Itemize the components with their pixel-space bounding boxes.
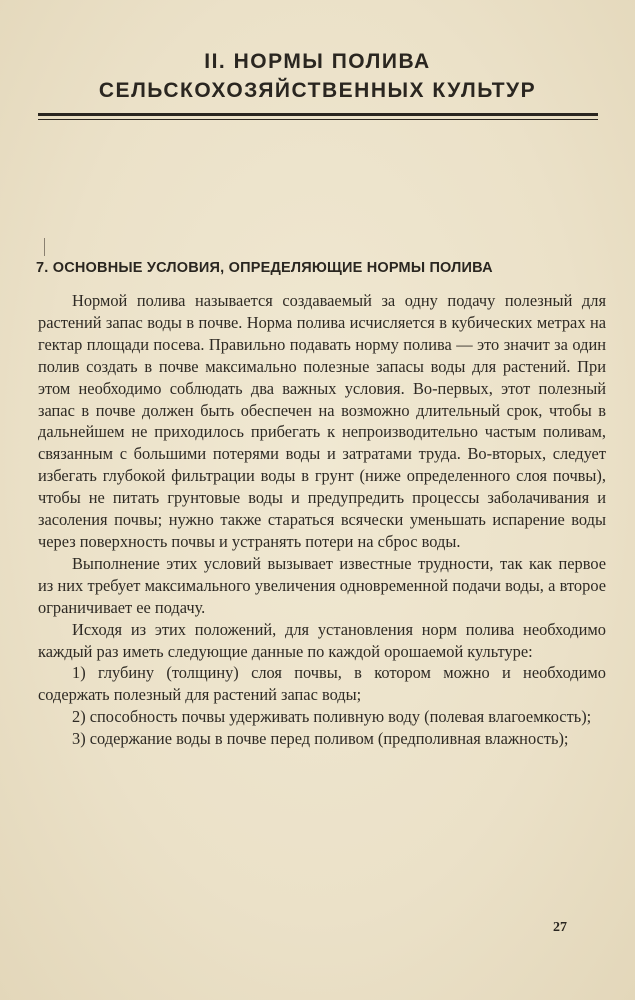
chapter-title-rule-thin: [38, 119, 598, 120]
chapter-title-line-1: II. НОРМЫ ПОЛИВА: [204, 50, 431, 73]
page-number: 27: [553, 920, 567, 935]
list-item-3: 3) содержание воды в почве перед поливом (предполивная влажность);: [72, 729, 569, 749]
section-title: 7. ОСНОВНЫЕ УСЛОВИЯ, ОПРЕДЕЛЯЮЩИЕ НОРМЫ ПОЛИВА: [36, 260, 493, 276]
paragraph-3: Исходя из этих положений, для установления норм полива необходимо каждый раз иметь следующие данные по каждой орошаемой культуре:: [38, 619, 606, 661]
paragraph-1: Нормой полива называется создаваемый за одну подачу полезный для растений запас воды в почве. Норма полива исчисляется в кубических метрах на гектар площади посева. Правильно подавать норму полива — это значит за один полив создать в почве максимально полезные запасы воды для растений. При этом необходимо соблюдать два важных условия. Во-первых, этот полезный запас в почве должен быть обеспечен на возможно длительный срок, чтобы в дальнейшем не приходилось прибегать к непроизводительно частым поливам, связанным с большими потерями воды и затратами труда. Во-вторых, следует избегать глубокой фильтрации воды в грунт (ниже определенного слоя почвы), чтобы не питать грунтовые воды и предупредить процессы заболачивания и засоления почвы; нужно также стараться всячески уменьшать испарение воды через поверхность почвы и устранять потери на сброс воды.: [38, 291, 606, 551]
list-item-2: 2) способность почвы удерживать поливную воду (полевая влагоемкость);: [72, 707, 592, 727]
body-text: [38, 290, 606, 750]
paragraph-2: Выполнение этих условий вызывает известные трудности, так как первое из них требует максимального увеличения одновременной подачи воды, а второе ограничивает ее подачу.: [38, 553, 606, 617]
chapter-title-line-2: СЕЛЬСКОХОЗЯЙСТВЕННЫХ КУЛЬТУР: [98, 79, 537, 102]
chapter-title-rule-thick: [38, 113, 598, 116]
margin-pencil-mark: [44, 238, 45, 256]
list-item-1: 1) глубину (толщину) слоя почвы, в котором можно и необходимо содержать полезный для растений запас воды;: [38, 663, 606, 705]
